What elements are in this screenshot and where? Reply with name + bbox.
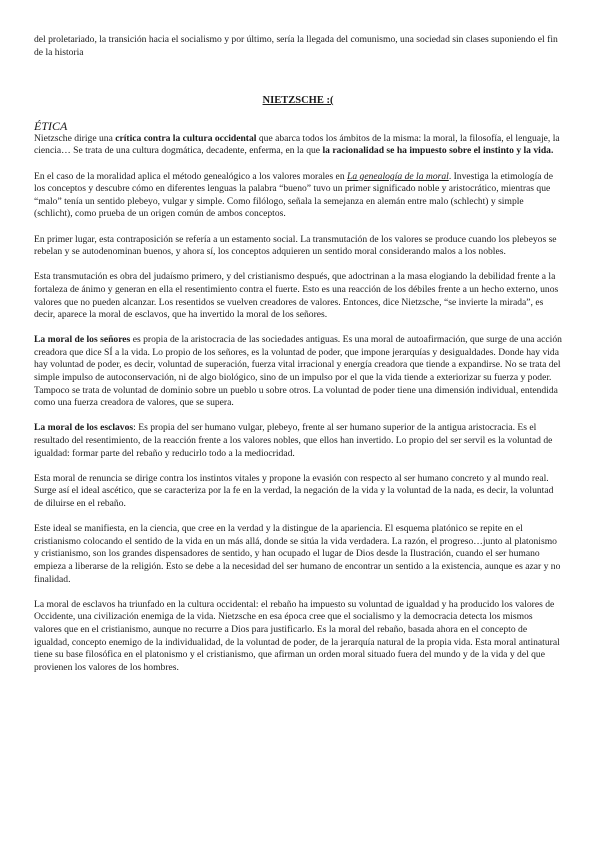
paragraph-critica bbox=[34, 133, 562, 158]
paragraph-moral-senores bbox=[34, 334, 562, 410]
paragraph-genealogia bbox=[34, 171, 562, 221]
bold-phrase: crítica contra la cultura occidental bbox=[115, 132, 257, 144]
paragraph-renuncia: Esta moral de renuncia se dirige contra los instintos vitales y propone la evasión con respecto al ser humano concreto y al mundo real. Surge así el ideal ascético, que se caracteriza por la fe en la verdad, la negación de la vida y la voluntad de la nada, es decir, la voluntad de diluirse en el rebaño. bbox=[34, 472, 554, 509]
paragraph-contraposicion: En primer lugar, esta contraposición se refería a un estamento social. La transmutación de los valores se produce cuando los plebeyos se rebelan y se autodenominan buenos, y ahora sí, los conceptos adquieren un sentido moral considerando malos a los nobles. bbox=[34, 233, 557, 258]
text-run: es propia de la aristocracia de las sociedades antiguas. Es una moral de autoafirmación, que surge de una acción creadora que dice SÍ a la vida. Lo propio de los señores, es la voluntad de poder, que impone jerarquías y desigualdades. Donde hay vida hay voluntad de poder, es decir, voluntad de superación, fuerza vital irracional y energía creadora que tiende a expandirse. No se trata del simple impulso de autoconservación, ni de algo biológico, sino de un impulso por el que la vida tiende a exteriorizar su fuerza y poder. Tampoco se trata de voluntad de dominio sobre un pueblo u sobre otros. La voluntad de poder tiene una dimensión individual, entendida como una fuerza creadora de valores, que se supera. bbox=[34, 334, 562, 409]
bold-phrase: La moral de los señores bbox=[34, 334, 131, 346]
paragraph-transmutacion: Esta transmutación es obra del judaísmo primero, y del cristianismo después, que adoctrinan a la masa elogiando la debilidad frente a la fortaleza de ánimo y generan en ella el resentimiento contra el fuerte. Esto es una reacción de los débiles frente a un hecho externo, unos valores que no pueden alcanzar. Los resentidos se vuelven creadores de valores. Entonces, dice Nietzsche, “se invierte la mirada”, es decir, aparece la moral de esclavos, que ha invertido la moral de los señores. bbox=[34, 271, 559, 321]
intro-paragraph: del proletariado, la transición hacia el socialismo y por último, sería la llegada del comunismo, una sociedad sin clases suponiendo el fin de la historia bbox=[34, 34, 558, 58]
section-heading: ÉTICA bbox=[34, 118, 68, 133]
paragraph-ideal: Este ideal se manifiesta, en la ciencia, que cree en la verdad y la distingue de la apariencia. El esquema platónico se repite en el cristianismo colocando el sentido de la vida en un más allá, donde se sitúa la vida verdadera. La razón, el progreso…junto al platonismo y cristianismo, son los grandes dispensadores de sentido, y han ocupado el lugar de Dios desde la Ilustración, cuando el ser humano empieza a liberarse de la religión. Esto se debe a la necesidad del ser humano de encontrar un sentido a la existencia, aunque es azar y no finalidad. bbox=[34, 523, 561, 585]
text-run: : Es propia del ser humano vulgar, plebeyo, frente al ser humano superior de la antigua aristocracia. Es el resultado del resentimiento, de la reacción frente a los valores nobles, que ellos han invertido. Lo propio del ser servil es la voluntad de igualdad: formar parte del rebaño y reducirlo todo a la mediocridad. bbox=[34, 422, 553, 459]
book-title: La genealogía de la moral bbox=[347, 170, 449, 182]
page-title: NIETZSCHE :( bbox=[262, 95, 334, 107]
text-run: Nietzsche dirige una bbox=[34, 132, 116, 144]
text-run: . Investiga la etimología de los conceptos y descubre cómo en diferentes lenguas la palabra “bueno” tuvo un primer significado noble y aristocrático, mientras que “malo” tenía un sentido plebeyo, vulgar y simple. Como filólogo, señala la semejanza en alemán entre malo (schlecht) y simple (schlicht), como prueba de un origen común de ambos conceptos. bbox=[34, 170, 553, 220]
paragraph-triunfo: La moral de esclavos ha triunfado en la cultura occidental: el rebaño ha impuesto su voluntad de igualdad y ha producido los valores de Occidente, una civilización enemiga de la vida. Nietzsche en esa época cree que el socialismo y la democracia detecta los mismos valores que en el cristianismo, aunque no recurre a Dios para justificarlo. Es la moral del rebaño, basada ahora en el concepto de igualdad, concepto enemigo de la individualidad, de la voluntad de poder, de la jerarquía natural de la propia vida. Esta moral antinatural tiene su base filosófica en el platonismo y el cristianismo, que afirman un orden moral situado fuera del mundo y de la vida y del que provienen los valores de los hombres. bbox=[34, 598, 560, 673]
bold-phrase: La moral de los esclavos bbox=[34, 422, 134, 434]
text-run: En el caso de la moralidad aplica el método genealógico a los valores morales en bbox=[34, 170, 348, 182]
paragraph-moral-esclavos bbox=[34, 422, 562, 460]
text-run: que abarca todos los ámbitos de la misma: la moral, la filosofía, el lenguaje, la ciencia… Se trata de una cultura dogmática, decadente, enferma, en la que bbox=[34, 132, 560, 157]
bold-phrase: la racionalidad se ha impuesto sobre el instinto y la vida. bbox=[322, 145, 554, 157]
